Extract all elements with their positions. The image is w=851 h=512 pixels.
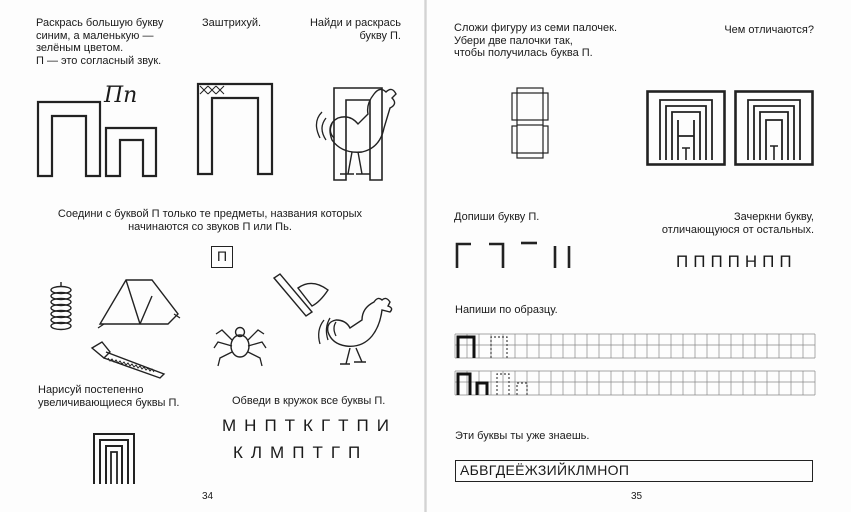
letters-row-1[interactable]: МНПТКГТПИ xyxy=(222,416,397,435)
task-copy-text: Напиши по образцу. xyxy=(455,304,558,316)
letters-row-2[interactable]: КЛМПТГП xyxy=(233,443,369,462)
task-cross-text: Зачеркни букву, отличающуюся от остальных. xyxy=(661,211,814,236)
cross-out-letters[interactable]: ППППНПП xyxy=(676,252,797,271)
rooster-icon[interactable] xyxy=(314,296,398,368)
difference-picture-right[interactable] xyxy=(734,90,814,166)
task-finish-text: Допиши букву П. xyxy=(454,211,540,223)
page-number-left: 34 xyxy=(202,491,214,502)
seven-sticks-figure[interactable] xyxy=(510,86,550,160)
outline-letters-big-small xyxy=(36,98,156,178)
task-draw-text: Нарисуй постепенно увеличивающиеся буквы П. xyxy=(38,384,180,409)
task-find-text: Найди и раскрась букву П. xyxy=(309,17,401,42)
shade-letter-p[interactable] xyxy=(196,80,276,176)
cursive-sample: Пп xyxy=(104,83,138,108)
saw-icon[interactable] xyxy=(88,340,168,380)
task-circle-text: Обведи в кружок все буквы П. xyxy=(232,395,386,407)
difference-picture-left[interactable] xyxy=(646,90,726,166)
copy-grid-1[interactable] xyxy=(455,333,815,359)
task-shade-text: Заштрихуй. xyxy=(202,17,262,29)
page-number-right: 35 xyxy=(631,491,643,502)
nested-letters-p[interactable] xyxy=(92,432,136,486)
task-color-text: Раскрась большую букву синим, а маленькую — зелёным цветом. П — это согласный звук. xyxy=(36,17,164,67)
task-diff-text: Чем отличаются? xyxy=(724,24,814,36)
task-connect-text: Соедини с буквой П только те предметы, названия которых начинаются со звуков П или Пь. xyxy=(57,208,363,233)
task-sticks-text: Сложи фигуру из семи палочек. Убери две палочки так, чтобы получилась буква П. xyxy=(454,22,618,59)
spring-icon[interactable] xyxy=(46,282,76,334)
copy-grid-2[interactable] xyxy=(455,370,815,396)
incomplete-letters-p[interactable] xyxy=(455,240,585,270)
known-letters-box: АБВГДЕЁЖЗИЙКЛМНОП xyxy=(455,460,813,482)
task-known-text: Эти буквы ты уже знаешь. xyxy=(455,430,590,442)
tent-icon[interactable] xyxy=(96,276,182,330)
spider-icon[interactable] xyxy=(214,318,266,368)
hidden-letter-rooster-picture[interactable] xyxy=(312,84,408,184)
boxed-letter-p: П xyxy=(211,246,233,268)
